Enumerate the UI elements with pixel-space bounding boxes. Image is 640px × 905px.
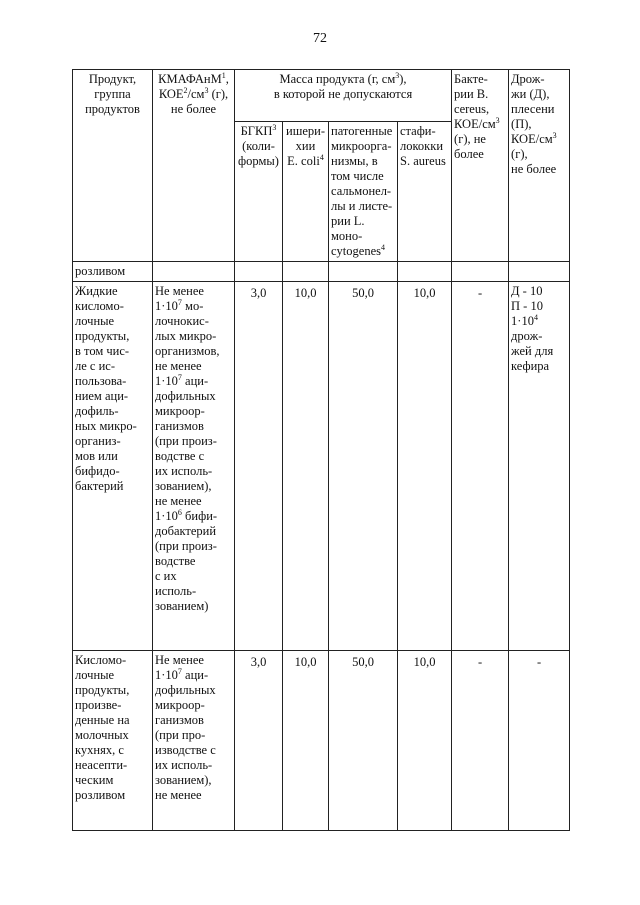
header-mass: Масса продукта (г, $см^3$), в которой не допускаются (235, 70, 452, 122)
header-pathogens: патогенные микроорга- низмы, в том числе сальмонел- лы и листе- рии L. моно- cytogenes$^4$ (329, 122, 398, 262)
pathogens-value: 50,0 (329, 651, 398, 831)
header-ecoli: ишери- хии E. coli$^4$ (283, 122, 329, 262)
header-yeast-mold: Дрож- жи (Д), плесени (П), КОЕ/$см^3$ (г), не более (509, 70, 570, 262)
header-staph: стафи- лококки S. aureus (398, 122, 452, 262)
continuation-text: розливом (73, 262, 153, 282)
cereus-value: - (452, 282, 509, 651)
ecoli-value: 10,0 (283, 651, 329, 831)
bgkp-value: 3,0 (235, 282, 283, 651)
kmafanm-value: Не менее $1\cdot 10^7$ мо- лочнокис- лых микро- организмов, не менее $1\cdot 10^7$ аци- дофильных микроор- ганизмов (при произ- водстве с их исполь- зованием), не менее $1\cdot 10^6$ бифи- добактерий (при произ- водстве с их исполь- зованием) (153, 282, 235, 651)
header-cereus: Бакте- рии B. cereus, КОЕ/$см^3$ (г), не более (452, 70, 509, 262)
yeast-value: Д - 10 П - 10 $1\cdot 10^4$ дрож- жей для кефира (509, 282, 570, 651)
product-name: Жидкие кисломо- лочные продукты, в том чис- ле с ис- пользова- нием аци- дофиль- ных микро- организ- мов или бифидо- бактерий (73, 282, 153, 651)
product-name: Кисломо- лочные продукты, произве- денные на молочных кухнях, с неасепти- ческим розливом (73, 651, 153, 831)
kmafanm-value: Не менее $1\cdot 10^7$ аци- дофильных микроор- ганизмов (при про- изводстве с их исполь- зованием), не менее (153, 651, 235, 831)
ecoli-value: 10,0 (283, 282, 329, 651)
microbiology-table (72, 69, 570, 831)
continuation-row (73, 262, 570, 282)
staph-value: 10,0 (398, 282, 452, 651)
page-number: 72 (313, 31, 327, 46)
yeast-value: - (509, 651, 570, 831)
staph-value: 10,0 (398, 651, 452, 831)
cereus-value: - (452, 651, 509, 831)
table-row (73, 282, 570, 651)
bgkp-value: 3,0 (235, 651, 283, 831)
header-row-1 (73, 70, 570, 122)
header-product: Продукт, группа продуктов (73, 70, 153, 262)
table-row (73, 651, 570, 831)
pathogens-value: 50,0 (329, 282, 398, 651)
header-bgkp: БГКП$^3$ (коли- формы) (235, 122, 283, 262)
header-kmafanm: КМАФАнМ$^1$, $КОЕ^2/см^3$ (г), не более (153, 70, 235, 262)
